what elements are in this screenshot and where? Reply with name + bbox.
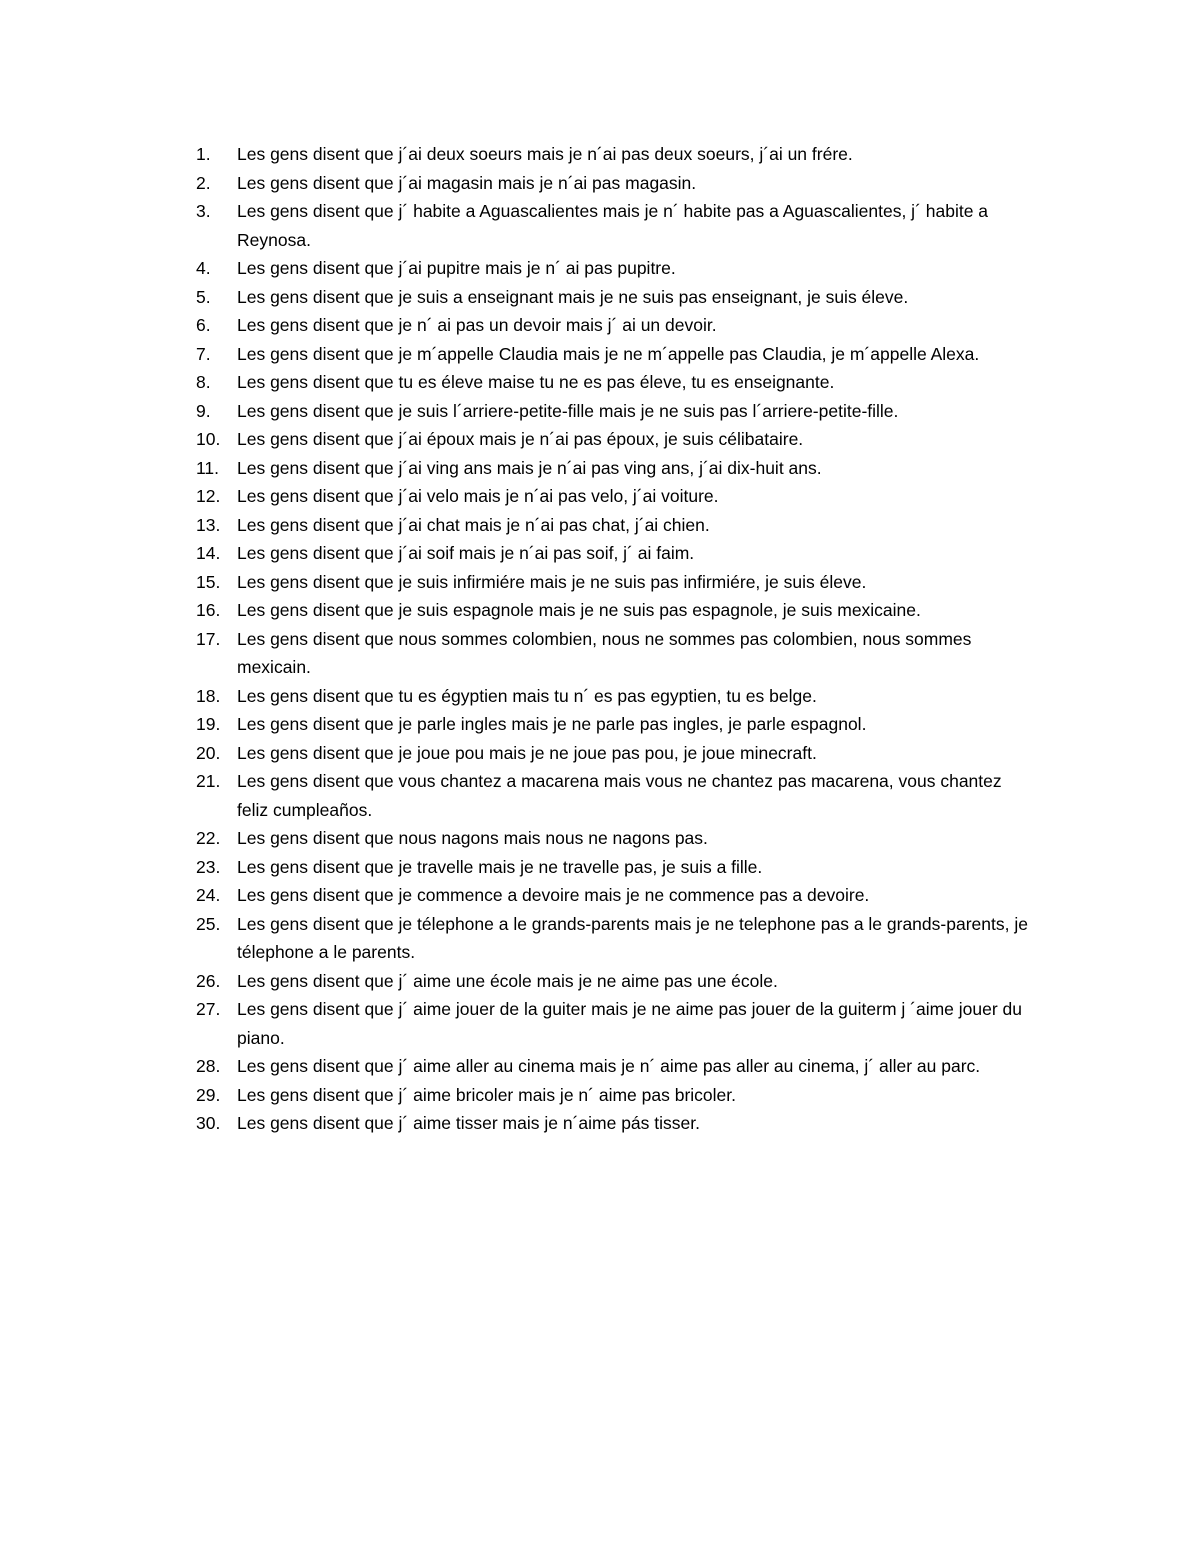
item-number: 12. [196,486,221,506]
item-number: 11. [196,457,220,478]
item-number: 24. [196,885,221,905]
item-number: 10. [196,429,221,449]
item-number: 13. [196,514,221,535]
list-item [196,625,1036,682]
item-text: Les gens disent que tu es éleve maise tu ne es pas éleve, tu es enseignante. [237,372,835,392]
item-number: 18. [196,685,221,706]
item-text: Les gens disent que je m´appelle Claudia mais je ne m´appelle pas Claudia, je m´appelle Alexa. [237,343,980,364]
item-text: Les gens disent que je suis espagnole mais je ne suis pas espagnole, je suis mexicaine. [237,600,921,620]
item-text: Les gens disent que j´ai magasin mais je n´ai pas magasin. [237,172,697,193]
list-item [196,340,1036,369]
item-text: Les gens disent que vous chantez a macarena mais vous ne chantez pas macarena, vous chantez feliz cumpleaños. [237,771,1002,820]
item-text: Les gens disent que j´ai chat mais je n´ai pas chat, j´ai chien. [237,514,710,535]
list-item [196,824,1036,853]
list-item [196,311,1036,340]
item-text: Les gens disent que j´ aime bricoler mais je n´ aime pas bricoler. [237,1084,736,1105]
list-item [196,739,1036,768]
list-item [196,283,1036,312]
item-number: 17. [196,628,221,649]
item-text: Les gens disent que j´ aime une école mais je ne aime pas une école. [237,970,778,991]
list-item [196,254,1036,283]
item-text: Les gens disent que je n´ ai pas un devoir mais j´ ai un devoir. [237,315,717,335]
item-number: 16. [196,600,221,620]
item-number: 29. [196,1084,221,1105]
item-number: 15. [196,571,221,592]
list-item [196,454,1036,483]
item-number: 6. [196,315,211,335]
item-text: Les gens disent que je parle ingles mais je ne parle pas ingles, je parle espagnol. [237,714,867,734]
item-text: Les gens disent que nous sommes colombien, nous ne sommes pas colombien, nous sommes mexicain. [237,628,972,677]
list-item [196,1052,1036,1081]
list-item [196,910,1036,967]
item-number: 20. [196,742,221,763]
list-item [196,853,1036,882]
item-text: Les gens disent que je joue pou mais je ne joue pas pou, je joue minecraft. [237,742,817,763]
item-number: 14. [196,543,221,563]
item-text: Les gens disent que je télephone a le grands-parents mais je ne telephone pas a le grands-parents, je télephone a le parents. [237,913,1028,962]
item-number: 1. [196,144,211,164]
item-text: Les gens disent que j´ aime aller au cinema mais je n´ aime pas aller au cinema, j´ aller au parc. [237,1056,981,1076]
list-item [196,568,1036,597]
item-text: Les gens disent que j´ habite a Aguascalientes mais je n´ habite pas a Aguascalientes, j´ habite a Reynosa. [237,201,989,250]
item-number: 19. [196,714,221,734]
item-text: Les gens disent que je travelle mais je ne travelle pas, je suis a fille. [237,856,763,877]
list-item [196,995,1036,1052]
list-item [196,596,1036,625]
item-text: Les gens disent que je suis infirmiére mais je ne suis pas infirmiére, je suis éleve. [237,571,867,592]
item-text: Les gens disent que je suis l´arriere-petite-fille mais je ne suis pas l´arriere-petite-fille. [237,400,899,421]
item-number: 26. [196,970,221,991]
item-text: Les gens disent que je commence a devoire mais je ne commence pas a devoire. [237,885,870,905]
item-number: 25. [196,913,221,934]
item-number: 22. [196,828,221,848]
list-item [196,425,1036,454]
list-item [196,967,1036,996]
item-text: Les gens disent que j´ aime jouer de la guiter mais je ne aime pas jouer de la guiterm j ´aime jouer du piano. [237,999,1023,1048]
list-item [196,539,1036,568]
item-number: 23. [196,856,221,877]
list-item [196,682,1036,711]
item-number: 2. [196,172,211,193]
item-text: Les gens disent que j´ai velo mais je n´ai pas velo, j´ai voiture. [237,486,719,506]
numbered-list [196,140,1036,1138]
item-text: Les gens disent que nous nagons mais nous ne nagons pas. [237,828,708,848]
list-item [196,511,1036,540]
item-number: 3. [196,201,211,221]
item-number: 5. [196,286,211,307]
list-item [196,482,1036,511]
list-item [196,140,1036,169]
item-text: Les gens disent que tu es égyptien mais tu n´ es pas egyptien, tu es belge. [237,685,817,706]
item-text: Les gens disent que j´ aime tisser mais je n´aime pás tisser. [237,1113,700,1133]
item-text: Les gens disent que j´ai soif mais je n´ai pas soif, j´ ai faim. [237,543,695,563]
list-item [196,710,1036,739]
list-item [196,1109,1036,1138]
item-number: 21. [196,771,221,791]
list-item [196,397,1036,426]
item-number: 7. [196,343,211,364]
item-text: Les gens disent que j´ai époux mais je n´ai pas époux, je suis célibataire. [237,429,804,449]
item-number: 28. [196,1056,221,1076]
item-number: 4. [196,258,211,278]
item-number: 8. [196,372,211,392]
item-text: Les gens disent que j´ai ving ans mais je n´ai pas ving ans, j´ai dix-huit ans. [237,457,822,478]
list-item [196,881,1036,910]
list-item [196,197,1036,254]
item-text: Les gens disent que j´ai pupitre mais je n´ ai pas pupitre. [237,258,676,278]
item-number: 9. [196,400,211,421]
list-item [196,1081,1036,1110]
list-item [196,767,1036,824]
item-text: Les gens disent que je suis a enseignant mais je ne suis pas enseignant, je suis éleve. [237,286,909,307]
item-number: 30. [196,1113,221,1133]
list-item [196,368,1036,397]
item-number: 27. [196,999,221,1019]
list-item [196,169,1036,198]
item-text: Les gens disent que j´ai deux soeurs mais je n´ai pas deux soeurs, j´ai un frére. [237,144,853,164]
